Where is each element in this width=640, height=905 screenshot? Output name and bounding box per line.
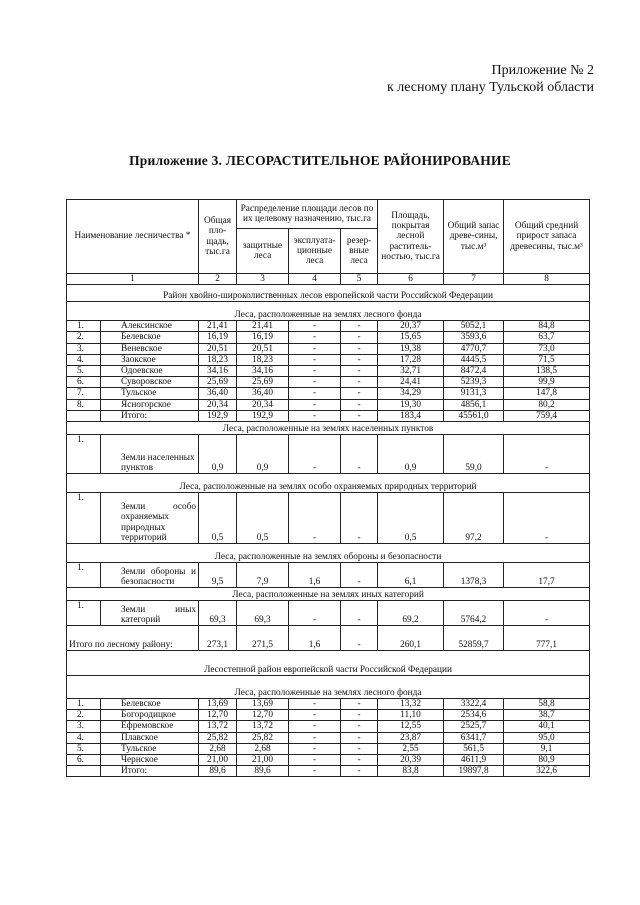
subtotal-row — [67, 766, 590, 777]
header-num-8: 8 — [504, 274, 590, 285]
header-stock: Общий запас древе-сины, тыс.м³ — [444, 200, 504, 274]
cell-protective: 0,9 — [237, 435, 289, 474]
cell-growth: 71,5 — [504, 354, 590, 365]
cell-operational: - — [289, 601, 341, 626]
table-row — [67, 332, 590, 343]
table-row — [67, 563, 590, 588]
cell-total-area: 273,1 — [199, 626, 237, 651]
header-num-7: 7 — [444, 274, 504, 285]
cell-protective: 36,40 — [237, 388, 289, 399]
table-row — [67, 755, 590, 766]
row-number: 8. — [67, 399, 101, 410]
row-name: Земли особо охраняемых природных территорий — [101, 493, 199, 544]
row-number: 7. — [67, 388, 101, 399]
header-growth: Общий средний прирост запаса древесины, тыс.м³ — [504, 200, 590, 274]
cell-reserve: - — [341, 343, 378, 354]
annex-line-2: к лесному плану Тульской области — [386, 80, 594, 95]
cell-reserve: - — [341, 766, 378, 777]
cell-total-area: 25,82 — [199, 732, 237, 743]
row-number: 5. — [67, 366, 101, 377]
cell-growth: 147,8 — [504, 388, 590, 399]
row-number: 6. — [67, 755, 101, 766]
cell-timber-stock: 3322,4 — [444, 699, 504, 710]
region-1-defense-header — [67, 544, 590, 563]
table-row — [67, 493, 590, 544]
table-row — [67, 721, 590, 732]
table-row — [67, 435, 590, 474]
cell-timber-stock: 4770,7 — [444, 343, 504, 354]
row-name: Веневское — [101, 343, 199, 354]
region-1-protected-header-title: Леса, расположенные на землях особо охраняемых природных территорий — [67, 474, 590, 493]
cell-operational: 1,6 — [289, 563, 341, 588]
cell-growth: 138,5 — [504, 366, 590, 377]
page-title — [0, 153, 640, 169]
cell-timber-stock: 5239,3 — [444, 377, 504, 388]
row-name: Ефремовское — [101, 721, 199, 732]
row-name: Белевское — [101, 699, 199, 710]
region-1-forest-fund-header-title: Леса, расположенные на землях лесного фонда — [67, 302, 590, 321]
cell-covered-area: 20,39 — [378, 755, 444, 766]
cell-total-area: 20,51 — [199, 343, 237, 354]
cell-operational: - — [289, 755, 341, 766]
row-number: 4. — [67, 354, 101, 365]
cell-protective: 271,5 — [237, 626, 289, 651]
annex-line-1: Приложение № 2 — [491, 63, 594, 78]
cell-covered-area: 260,1 — [378, 626, 444, 651]
cell-total-area: 16,19 — [199, 332, 237, 343]
cell-timber-stock: 45561,0 — [444, 410, 504, 421]
cell-reserve: - — [341, 563, 378, 588]
cell-reserve: - — [341, 710, 378, 721]
cell-reserve: - — [341, 377, 378, 388]
cell-growth: 80,9 — [504, 755, 590, 766]
cell-operational: - — [289, 366, 341, 377]
cell-timber-stock: 2525,7 — [444, 721, 504, 732]
row-name: Белевское — [101, 332, 199, 343]
cell-protective: 25,82 — [237, 732, 289, 743]
cell-protective: 2,68 — [237, 743, 289, 754]
title-lead: Приложение 3. — [129, 153, 223, 168]
cell-protective: 69,3 — [237, 601, 289, 626]
cell-reserve: - — [341, 366, 378, 377]
cell-timber-stock: 8472,4 — [444, 366, 504, 377]
cell-total-area: 0,9 — [199, 435, 237, 474]
row-name: Заокское — [101, 354, 199, 365]
cell-reserve: - — [341, 493, 378, 544]
cell-protective: 12,70 — [237, 710, 289, 721]
table-row — [67, 699, 590, 710]
cell-covered-area: 23,87 — [378, 732, 444, 743]
row-name: Тульское — [101, 388, 199, 399]
region-1-settlements-header-title: Леса, расположенные на землях населенных пунктов — [67, 422, 590, 435]
cell-reserve: - — [341, 721, 378, 732]
cell-growth: - — [504, 601, 590, 626]
region-1-protected-header — [67, 474, 590, 493]
cell-growth: 38,7 — [504, 710, 590, 721]
region-2-forest-fund-header — [67, 676, 590, 699]
header-name: Наименование лесничества * — [67, 200, 199, 274]
row-name: Итого: — [101, 410, 199, 421]
cell-protective: 34,16 — [237, 366, 289, 377]
header-num-5: 5 — [341, 274, 378, 285]
cell-covered-area: 11,10 — [378, 710, 444, 721]
row-name: Земли обороны и безопасности — [101, 563, 199, 588]
title-main: ЛЕСОРАСТИТЕЛЬНОЕ РАЙОНИРОВАНИЕ — [225, 153, 511, 168]
table-row — [67, 743, 590, 754]
cell-timber-stock: 3593,6 — [444, 332, 504, 343]
header-numbers-row — [67, 274, 590, 285]
cell-covered-area: 69,2 — [378, 601, 444, 626]
cell-total-area: 18,23 — [199, 354, 237, 365]
cell-total-area: 2,68 — [199, 743, 237, 754]
cell-operational: 1,6 — [289, 626, 341, 651]
region-1-forest-fund-header — [67, 302, 590, 321]
cell-growth: - — [504, 493, 590, 544]
row-name: Чернское — [101, 755, 199, 766]
region-1-header — [67, 285, 590, 302]
cell-total-area: 13,72 — [199, 721, 237, 732]
cell-protective: 21,41 — [237, 321, 289, 332]
cell-reserve: - — [341, 321, 378, 332]
cell-operational: - — [289, 377, 341, 388]
cell-reserve: - — [341, 332, 378, 343]
cell-growth: 58,8 — [504, 699, 590, 710]
cell-operational: - — [289, 766, 341, 777]
cell-total-area: 192,9 — [199, 410, 237, 421]
header-num-3: 3 — [237, 274, 289, 285]
cell-operational: - — [289, 435, 341, 474]
cell-protective: 20,51 — [237, 343, 289, 354]
cell-covered-area: 6,1 — [378, 563, 444, 588]
cell-timber-stock: 561,5 — [444, 743, 504, 754]
cell-timber-stock: 2534,6 — [444, 710, 504, 721]
cell-reserve: - — [341, 732, 378, 743]
header-covered: Площадь, покрытая лесной раститель-ностью, тыс.га — [378, 200, 444, 274]
cell-protective: 13,72 — [237, 721, 289, 732]
row-name: Итого: — [101, 766, 199, 777]
row-number: 4. — [67, 732, 101, 743]
table-row — [67, 732, 590, 743]
cell-protective: 7,9 — [237, 563, 289, 588]
cell-covered-area: 19,30 — [378, 399, 444, 410]
cell-total-area: 69,3 — [199, 601, 237, 626]
header-total: Общая пло-щадь, тыс.га — [199, 200, 237, 274]
cell-timber-stock: 1378,3 — [444, 563, 504, 588]
table-row — [67, 321, 590, 332]
grand-total-row — [67, 626, 590, 651]
table-row — [67, 601, 590, 626]
cell-timber-stock: 19897,8 — [444, 766, 504, 777]
cell-reserve: - — [341, 626, 378, 651]
cell-total-area: 0,5 — [199, 493, 237, 544]
header-operational: эксплуата-ционные леса — [289, 229, 341, 274]
row-number — [67, 766, 101, 777]
cell-covered-area: 34,29 — [378, 388, 444, 399]
cell-covered-area: 19,38 — [378, 343, 444, 354]
region-1-settlements-header — [67, 422, 590, 435]
cell-reserve: - — [341, 435, 378, 474]
row-number: 1. — [67, 699, 101, 710]
table-row — [67, 366, 590, 377]
cell-protective: 21,00 — [237, 755, 289, 766]
table-row — [67, 343, 590, 354]
table-row — [67, 710, 590, 721]
subtotal-row — [67, 410, 590, 421]
table-body — [67, 285, 590, 777]
cell-timber-stock: 5052,1 — [444, 321, 504, 332]
table-row — [67, 354, 590, 365]
region-1-header-title: Район хвойно-широколиственных лесов европейской части Российской Федерации — [67, 285, 590, 302]
cell-protective: 25,69 — [237, 377, 289, 388]
table-row — [67, 399, 590, 410]
cell-timber-stock: 5764,2 — [444, 601, 504, 626]
row-number: 2. — [67, 710, 101, 721]
cell-total-area: 34,16 — [199, 366, 237, 377]
table-row — [67, 388, 590, 399]
cell-operational: - — [289, 743, 341, 754]
cell-covered-area: 15,65 — [378, 332, 444, 343]
cell-reserve: - — [341, 410, 378, 421]
cell-reserve: - — [341, 388, 378, 399]
cell-reserve: - — [341, 743, 378, 754]
cell-protective: 18,23 — [237, 354, 289, 365]
cell-reserve: - — [341, 354, 378, 365]
row-number: 1. — [67, 435, 101, 474]
row-name: Тульское — [101, 743, 199, 754]
cell-operational: - — [289, 732, 341, 743]
row-name: Богородицкое — [101, 710, 199, 721]
header-protective: защитные леса — [237, 229, 289, 274]
cell-covered-area: 0,9 — [378, 435, 444, 474]
region-1-other-header — [67, 588, 590, 601]
cell-timber-stock: 52859,7 — [444, 626, 504, 651]
zoning-table — [66, 199, 590, 777]
cell-growth: 99,9 — [504, 377, 590, 388]
row-number: 1. — [67, 493, 101, 544]
cell-reserve: - — [341, 601, 378, 626]
cell-growth: 322,6 — [504, 766, 590, 777]
row-name: Земли населенных пунктов — [101, 435, 199, 474]
region-1-defense-header-title: Леса, расположенные на землях обороны и безопасности — [67, 544, 590, 563]
cell-operational: - — [289, 710, 341, 721]
cell-growth: 73,0 — [504, 343, 590, 354]
cell-total-area: 12,70 — [199, 710, 237, 721]
header-num-2: 2 — [199, 274, 237, 285]
cell-covered-area: 183,4 — [378, 410, 444, 421]
header-num-4: 4 — [289, 274, 341, 285]
cell-total-area: 21,41 — [199, 321, 237, 332]
cell-operational: - — [289, 332, 341, 343]
cell-operational: - — [289, 354, 341, 365]
row-number: 1. — [67, 563, 101, 588]
cell-operational: - — [289, 399, 341, 410]
cell-total-area: 21,00 — [199, 755, 237, 766]
row-number: 2. — [67, 332, 101, 343]
cell-covered-area: 83,8 — [378, 766, 444, 777]
header-num-1: 1 — [67, 274, 199, 285]
header-distribution: Распределение площади лесов по их целевому назначению, тыс.га — [237, 200, 378, 229]
region-2-header-title: Лесостепной район европейской части Российской Федерации — [67, 651, 590, 676]
cell-reserve: - — [341, 399, 378, 410]
cell-timber-stock: 4856,1 — [444, 399, 504, 410]
cell-protective: 192,9 — [237, 410, 289, 421]
row-name: Плавское — [101, 732, 199, 743]
cell-operational: - — [289, 321, 341, 332]
cell-covered-area: 17,28 — [378, 354, 444, 365]
table-row — [67, 377, 590, 388]
cell-covered-area: 2,55 — [378, 743, 444, 754]
row-name: Земли иных категорий — [101, 601, 199, 626]
region-2-forest-fund-header-title: Леса, расположенные на землях лесного фонда — [67, 676, 590, 699]
cell-protective: 89,6 — [237, 766, 289, 777]
cell-growth: 777,1 — [504, 626, 590, 651]
cell-reserve: - — [341, 699, 378, 710]
cell-total-area: 13,69 — [199, 699, 237, 710]
cell-covered-area: 12,55 — [378, 721, 444, 732]
cell-protective: 13,69 — [237, 699, 289, 710]
cell-growth: 40,1 — [504, 721, 590, 732]
row-name: Алексинское — [101, 321, 199, 332]
cell-timber-stock: 9131,3 — [444, 388, 504, 399]
row-number: 5. — [67, 743, 101, 754]
row-name: Суворовское — [101, 377, 199, 388]
cell-growth: 63,7 — [504, 332, 590, 343]
cell-total-area: 9,5 — [199, 563, 237, 588]
cell-timber-stock: 97,2 — [444, 493, 504, 544]
cell-timber-stock: 59,0 — [444, 435, 504, 474]
cell-operational: - — [289, 699, 341, 710]
cell-timber-stock: 4611,9 — [444, 755, 504, 766]
annex-header — [387, 62, 594, 96]
cell-total-area: 36,40 — [199, 388, 237, 399]
cell-growth: 80,2 — [504, 399, 590, 410]
cell-total-area: 20,34 — [199, 399, 237, 410]
cell-timber-stock: 4445,5 — [444, 354, 504, 365]
row-number: 3. — [67, 343, 101, 354]
cell-covered-area: 13,32 — [378, 699, 444, 710]
cell-protective: 20,34 — [237, 399, 289, 410]
cell-protective: 0,5 — [237, 493, 289, 544]
cell-growth: 759,4 — [504, 410, 590, 421]
cell-timber-stock: 6341,7 — [444, 732, 504, 743]
cell-growth: 95,0 — [504, 732, 590, 743]
cell-growth: 84,8 — [504, 321, 590, 332]
row-number: 1. — [67, 321, 101, 332]
row-number: 1. — [67, 601, 101, 626]
cell-protective: 16,19 — [237, 332, 289, 343]
header-num-6: 6 — [378, 274, 444, 285]
row-name: Одоевское — [101, 366, 199, 377]
cell-total-area: 25,69 — [199, 377, 237, 388]
cell-operational: - — [289, 493, 341, 544]
row-number: 6. — [67, 377, 101, 388]
header-reserve: резер-вные леса — [341, 229, 378, 274]
region-1-other-header-title: Леса, расположенные на землях иных категорий — [67, 588, 590, 601]
cell-operational: - — [289, 388, 341, 399]
cell-growth: 17,7 — [504, 563, 590, 588]
cell-reserve: - — [341, 755, 378, 766]
cell-covered-area: 0,5 — [378, 493, 444, 544]
row-name: Ясногорское — [101, 399, 199, 410]
cell-operational: - — [289, 410, 341, 421]
region-2-header — [67, 651, 590, 676]
row-name: Итого по лесному району: — [67, 626, 199, 651]
cell-covered-area: 32,71 — [378, 366, 444, 377]
row-number — [67, 410, 101, 421]
cell-covered-area: 24,41 — [378, 377, 444, 388]
cell-total-area: 89,6 — [199, 766, 237, 777]
row-number: 3. — [67, 721, 101, 732]
cell-growth: 9,1 — [504, 743, 590, 754]
cell-growth: - — [504, 435, 590, 474]
cell-operational: - — [289, 721, 341, 732]
cell-operational: - — [289, 343, 341, 354]
cell-covered-area: 20,37 — [378, 321, 444, 332]
